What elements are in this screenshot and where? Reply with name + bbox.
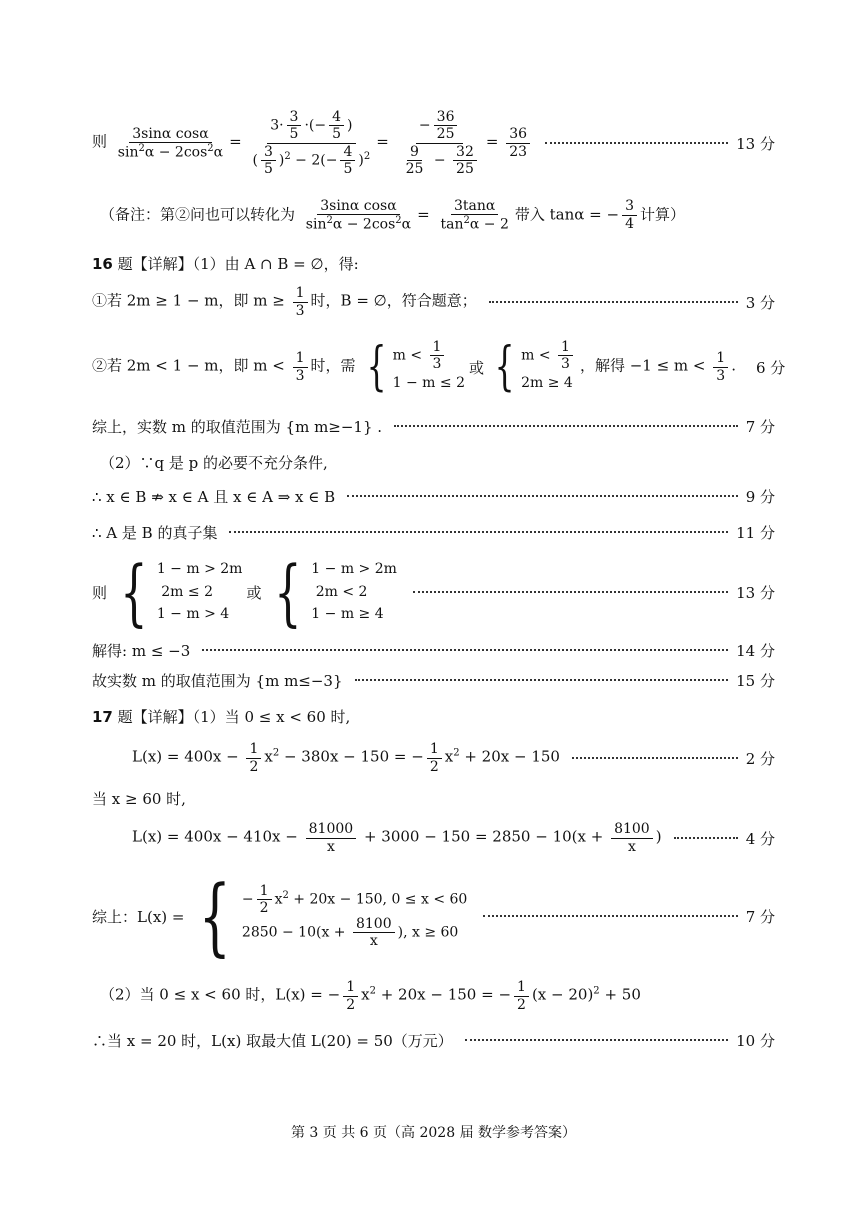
answer-line bbox=[132, 736, 775, 780]
dotted-leader bbox=[483, 915, 737, 917]
score-label: 4 分 bbox=[745, 829, 775, 848]
note-line bbox=[100, 192, 775, 238]
dotted-leader bbox=[572, 757, 738, 759]
dotted-leader bbox=[355, 679, 729, 681]
answer-line bbox=[132, 814, 775, 862]
score-label: 9 分 bbox=[745, 487, 775, 506]
page-footer: 第 3 页 共 6 页（高 2028 届 数学参考答案） bbox=[290, 1125, 577, 1141]
answer-line bbox=[100, 450, 775, 474]
answer-line bbox=[92, 520, 775, 544]
dotted-leader bbox=[229, 531, 728, 533]
answer-line bbox=[92, 100, 775, 186]
answer-line bbox=[92, 868, 775, 964]
answer-line bbox=[92, 252, 775, 274]
formula-text: ∴ A 是 B 的真子集 bbox=[92, 523, 218, 542]
formula-text: 则 bbox=[92, 583, 108, 602]
score-label: 14 分 bbox=[736, 641, 775, 660]
score-label: 3 分 bbox=[745, 293, 775, 312]
answer-line bbox=[100, 976, 775, 1016]
answer-line bbox=[92, 638, 775, 662]
case-brace: { m < $\frac{1}{3}$ 1 − m ≤ 2 bbox=[366, 336, 465, 397]
answer-line bbox=[92, 284, 775, 320]
answer-line bbox=[92, 484, 775, 508]
score-label: 13 分 bbox=[736, 583, 775, 602]
formula-text: L(x) = 400x − 410x − $\frac{81000}{x}$ + 3000 − 150 = 2850 − 10(x + $\frac{8100}{x}$ ) bbox=[132, 821, 662, 855]
dotted-leader bbox=[413, 591, 728, 593]
formula-text: ∴当 x = 20 时，L(x) 取最大值 L(20) = 50（万元） bbox=[92, 1031, 453, 1050]
case-brace: { 1 − m > 2m 2m ≤ 2 1 − m > 4 bbox=[120, 550, 243, 634]
score-label: 11 分 bbox=[736, 523, 775, 542]
note-text: （备注：第②问也可以转化为 $\frac{\text{3sinα cosα}}{\sin^2\alpha - 2\cos^2\alpha}$ = $\frac{3\tan\alpha}{\tan^2\alpha - 2}$ 带入 tanα = − $\frac{3}{4}$ 计算） bbox=[100, 197, 685, 233]
answer-line bbox=[92, 334, 786, 400]
answer-line bbox=[92, 414, 775, 438]
answer-line bbox=[92, 668, 775, 692]
formula-text: 综上，实数 m 的取值范围为 {m m≥−1} . bbox=[92, 417, 383, 436]
score-label: 7 分 bbox=[745, 417, 775, 436]
or-text: 或 bbox=[469, 358, 485, 377]
section-heading: 17 题【详解】（1）当 0 ≤ x < 60 时, bbox=[92, 707, 351, 726]
section-heading: 16 题【详解】（1）由 A ∩ B = ∅，得: bbox=[92, 254, 359, 273]
score-label: 15 分 bbox=[736, 671, 775, 690]
answer-line bbox=[92, 1028, 775, 1052]
formula-text: ∴ x ∈ B ⇏ x ∈ A 且 x ∈ A ⇒ x ∈ B bbox=[92, 487, 336, 506]
formula-text: 则 $\frac{\text{3sinα cosα}}{\sin^2\alpha - 2\cos^2\alpha}$ = 3· $\frac{3}{5}$ ·(− $\frac{4}{5}$ ) ( $\frac{3}{5}$ )$^2$ − 2(− $\frac{4}{5}$ )$^2$ = − $\frac{36}{25}$ $\frac{9}{25}$ − $\frac{32}{25}$ = $\frac{36}{23}$ bbox=[92, 109, 533, 176]
case-brace: { − $\frac{1}{2}$ $x^2 + 20x - 150$, 0 ≤ x < 60 2850 − 10(x + $\frac{8100}{x}$ ), x ≥ 60 bbox=[199, 867, 468, 965]
case-brace: { m < $\frac{1}{3}$ 2m ≥ 4 bbox=[494, 336, 573, 397]
formula-text: 解得: m ≤ −3 bbox=[92, 641, 191, 660]
score-label: 7 分 bbox=[745, 907, 775, 926]
formula-text: （2）当 0 ≤ x < 60 时，L(x) = − $\frac{1}{2}$ $x^2 + 20x - 150$ = − $\frac{1}{2}$ $(x - 20)^2 + 50$ bbox=[100, 979, 641, 1013]
formula-text: 综上：L(x) = bbox=[92, 907, 185, 926]
answer-line bbox=[92, 552, 775, 632]
dotted-leader bbox=[347, 495, 738, 497]
formula-text: 故实数 m 的取值范围为 {m m≤−3} bbox=[92, 671, 343, 690]
formula-text: ，解得 −1 ≤ m < $\frac{1}{3}$ . bbox=[579, 350, 736, 384]
dotted-leader bbox=[674, 837, 738, 839]
answer-line bbox=[92, 704, 775, 728]
dotted-leader bbox=[394, 425, 738, 427]
formula-text: L(x) = 400x − $\frac{1}{2}$ $x^2 - 380x - 150$ = − $\frac{1}{2}$ $x^2 + 20x - 150$ bbox=[132, 741, 560, 775]
dotted-leader bbox=[489, 301, 738, 303]
or-text: 或 bbox=[246, 583, 262, 602]
score-label: 6 分 bbox=[755, 358, 786, 377]
dotted-leader bbox=[202, 649, 728, 651]
score-label: 10 分 bbox=[736, 1031, 775, 1050]
formula-text: ①若 2m ≥ 1 − m，即 m ≥ $\frac{1}{3}$ 时，B = ∅，符合题意； bbox=[92, 285, 477, 319]
dotted-leader bbox=[545, 142, 728, 144]
dotted-leader bbox=[465, 1039, 728, 1041]
formula-text: （2）∵q 是 p 的必要不充分条件, bbox=[100, 453, 328, 472]
case-brace: { 1 − m > 2m 2m < 2 1 − m ≥ 4 bbox=[274, 550, 397, 634]
formula-text: ②若 2m < 1 − m，即 m < $\frac{1}{3}$ 时，需 bbox=[92, 350, 356, 384]
answer-line bbox=[92, 786, 775, 810]
formula-text: 当 x ≥ 60 时, bbox=[92, 789, 186, 808]
score-label: 13 分 bbox=[736, 134, 775, 153]
score-label: 2 分 bbox=[745, 749, 775, 768]
